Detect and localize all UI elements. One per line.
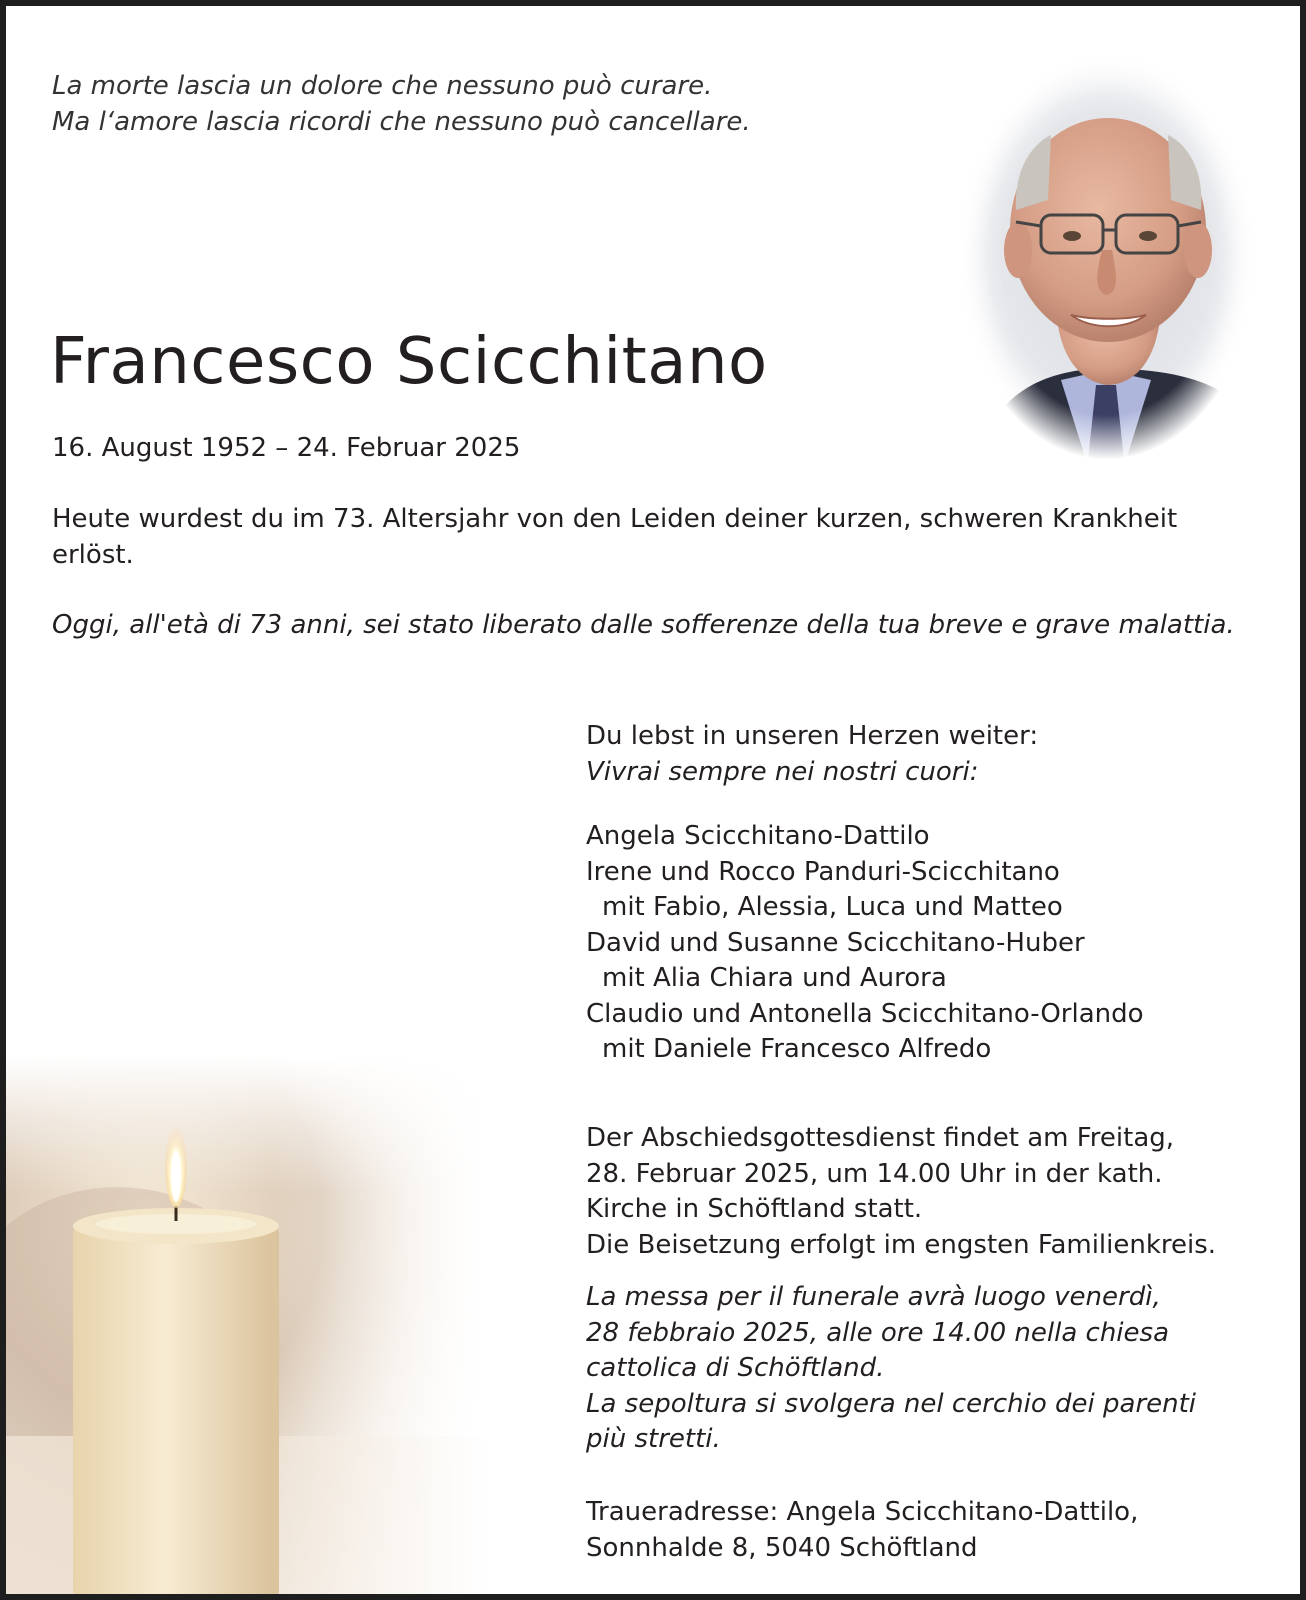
mourners-intro-italian: Vivrai sempre nei nostri cuori: bbox=[586, 756, 979, 787]
announcement-italian: Oggi, all'età di 73 anni, sei stato liberato dalle sofferenze della tua breve e grave malattia. bbox=[52, 610, 1235, 640]
service-it-line: La sepoltura si svolgera nel cerchio dei parenti bbox=[586, 1388, 1197, 1419]
service-it-line: più stretti. bbox=[586, 1424, 721, 1454]
mourner-line: mit Fabio, Alessia, Luca und Matteo bbox=[602, 892, 1063, 922]
address-line: Sonnhalde 8, 5040 Schöftland bbox=[586, 1532, 978, 1563]
mourner-line: Irene und Rocco Panduri-Scicchitano bbox=[586, 856, 1060, 887]
mourner-line: mit Daniele Francesco Alfredo bbox=[602, 1034, 992, 1064]
portrait-photo bbox=[956, 50, 1258, 460]
service-it-line: 28 febbraio 2025, alle ore 14.00 nella chiesa bbox=[586, 1317, 1170, 1348]
mourners-list bbox=[586, 819, 1286, 1068]
service-it-line: cattolica di Schöftland. bbox=[586, 1353, 885, 1383]
candle-photo bbox=[6, 1056, 486, 1600]
quote-line-1: La morte lascia un dolore che nessuno può curare. bbox=[52, 71, 713, 101]
address-line: Traueradresse: Angela Scicchitano-Dattilo, bbox=[586, 1497, 1139, 1527]
announcement-german: Heute wurdest du im 73. Altersjahr von den Leiden deiner kurzen, schweren Krankheit erlöst. bbox=[52, 504, 1178, 570]
opening-quote bbox=[52, 68, 751, 140]
service-de-line: Kirche in Schöftland statt. bbox=[586, 1194, 923, 1224]
life-dates: 16. August 1952 – 24. Februar 2025 bbox=[52, 433, 521, 463]
mourning-address bbox=[586, 1495, 1286, 1566]
deceased-name: Francesco Scicchitano bbox=[50, 325, 768, 399]
mourners-intro bbox=[586, 719, 1286, 790]
mourner-line: mit Alia Chiara und Aurora bbox=[602, 963, 947, 993]
service-de-line: Die Beisetzung erfolgt im engsten Familienkreis. bbox=[586, 1229, 1217, 1260]
service-german bbox=[586, 1121, 1286, 1263]
mourner-line: Angela Scicchitano-Dattilo bbox=[586, 821, 930, 851]
service-italian bbox=[586, 1280, 1286, 1458]
mourner-line: David und Susanne Scicchitano-Huber bbox=[586, 927, 1085, 958]
service-de-line: 28. Februar 2025, um 14.00 Uhr in der kath. bbox=[586, 1158, 1163, 1189]
mourner-line: Claudio und Antonella Scicchitano-Orlando bbox=[586, 998, 1144, 1029]
service-it-line: La messa per il funerale avrà luogo venerdì, bbox=[586, 1282, 1161, 1312]
quote-line-2: Ma l‘amore lascia ricordi che nessuno può cancellare. bbox=[52, 107, 751, 137]
mourners-intro-german: Du lebst in unseren Herzen weiter: bbox=[586, 721, 1039, 751]
service-de-line: Der Abschiedsgottesdienst findet am Freitag, bbox=[586, 1123, 1175, 1153]
